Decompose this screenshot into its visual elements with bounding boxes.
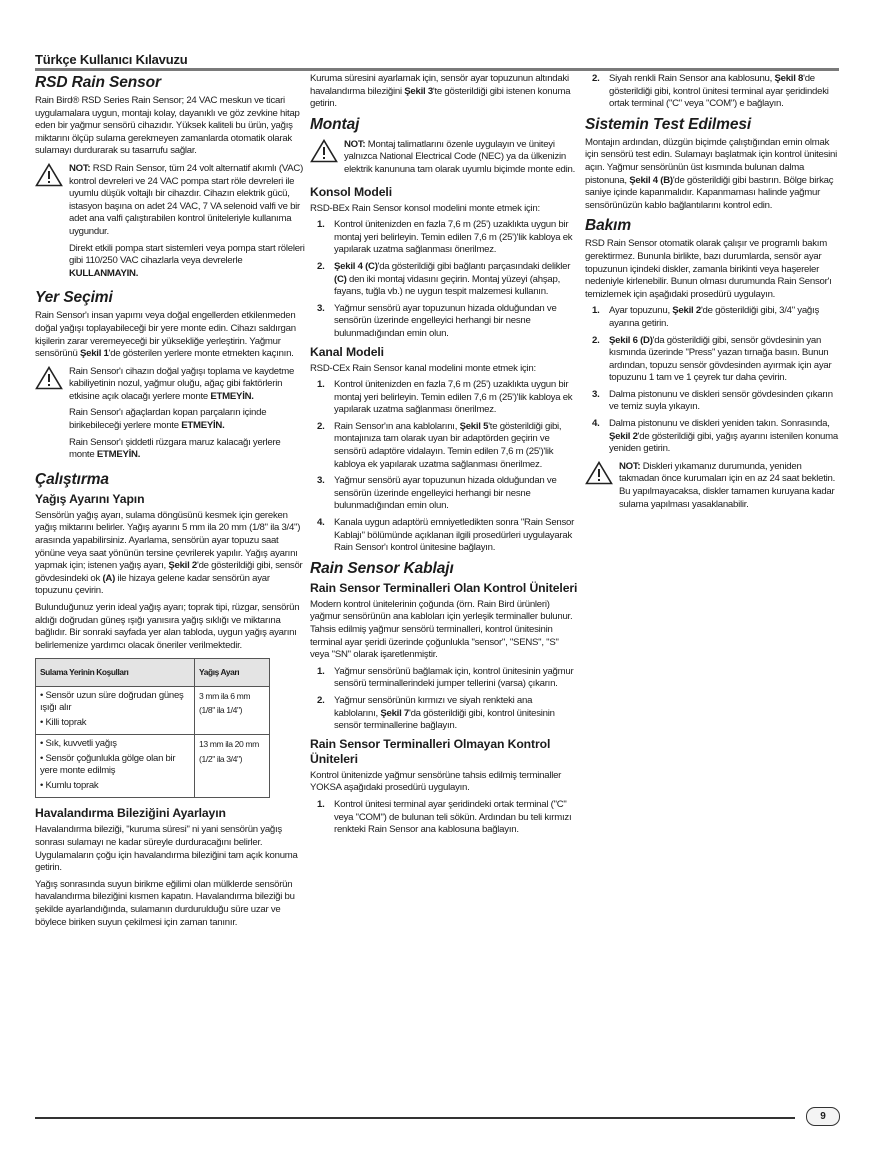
list-item: 2. Rain Sensor'ın ana kablolarını, Şekil 5'te gösterildiği gibi, montajınıza tam olarak uyan bir adaptörden geçirin ve sensörü adaptöre vidalayın. Temin edilen 7,6 m (25')'lik kabloya ek yapılarak uzatma sağlanması önerilmez. — [317, 420, 562, 470]
bakim-paragraph: RSD Rain Sensor otomatik olarak çalışır ve programlı bakım gerektirmez. Bununla birlikte, bazı durumlarda, sensör ayar topuzunun içindeki diskler, zamanla birikinti veya haşereler nedeniyle kirlenebilir. Bunun olması durumunda Rain Sensor'ı temizlemek için aşağıdaki prosedürü uygulayın. — [585, 238, 832, 300]
column-1 — [35, 73, 305, 933]
kablaj-paragraph: Modern kontrol ünitelerinin çoğunda (örn. Rain Bird ürünleri) yağmur sensörünün ana kabloları için yerleşik terminaller bulunur. Tahsis edilmiş yağmur sensörü terminalleri, kontrol ünitesinin terminal ayar şeridi üzerinde çoğunlukla "sensor", "SENS", "S" veya "SN" olarak işaretlenmiştir. — [310, 598, 573, 661]
konsol-steps — [310, 219, 578, 340]
warning-icon — [35, 163, 63, 187]
kablaj-steps-a — [310, 666, 578, 733]
calistirma-paragraph: Sensörün yağış ayarı, sulama döngüsünü kesmek için gereken yağış miktarını belirler. Yağış ayarını 5 mm ila 20 mm (1/8" ila 3/4") arasında yapabilirsiniz. Ayarlama, sensörün ayar topuzu saat yönüne veya saat yönünün tersine çevrilerek yapılır. Yağış ayarını yapmak için; istenen yağış ayarı, Şekil 2'de gösterildiği gibi, sensör gövdesindeki ok (A) ile hizaya gelene kadar sensörün ayar topuzunu çevirin. — [35, 509, 303, 597]
warning-text: Rain Sensor'ı ağaçlardan kopan parçaların içinde birikebileceği yerlere monte ETMEYİN. — [69, 407, 267, 432]
section-title-bakim: Bakım — [585, 217, 632, 235]
subsection-title: Rain Sensor Terminalleri Olan Kontrol Üniteleri — [310, 580, 578, 595]
kablaj-paragraph: Kontrol ünitenizde yağmur sensörüne tahsis edilmiş terminaller YOKSA aşağıdaki prosedürü uygulayın. — [310, 769, 562, 794]
section-title-calistirma: Çalıştırma — [35, 470, 109, 488]
table-header: Sulama Yerinin Koşulları — [36, 659, 195, 687]
table-header-row — [36, 659, 270, 687]
warning-icon — [35, 366, 63, 390]
havalandirma-paragraph: Yağış sonrasında suyun birikme eğilimi olan mülklerde sensörün havalandırma bileziğini kısmen kapatın. Havalandırma bileziği bu şekilde ayarlandığında, sulamanın durdurulduğu süre uzar ve böylece biriken suyun çekilmesi için zaman tanınır. — [35, 878, 295, 928]
list-item: 2. Şekil 4 (C)'da gösterildiği gibi bağlantı parçasındaki delikler (C) den iki montaj vidasını geçirin. Montaj yüzeyi (ahşap, fayans, tuğla vb.) ne uygun tespit malzemesi kullanın. — [317, 260, 571, 298]
running-header: Türkçe Kullanıcı Kılavuzu — [35, 52, 188, 67]
test-paragraph: Montajın ardından, düzgün biçimde çalıştığından emin olmak için sensörü test edin. Sulamayı başlatmak için kontrol ünitesini açın. Yağmur sensörünün üst kısmında bulunan dalma pistonuna, Şekil 4 (B)'de gösterildiği gibi bastırın. Bölge birkaç saniye içinde kapanmalıdır. Kapanmaması halinde yağmur sensörünüzün kablo bağlantılarını kontrol edin. — [585, 136, 837, 211]
note-text: NOT: Montaj talimatlarını özenle uygulayın ve üniteyi yalnızca National Electrical Code (NEC) ya da ülkenizin elektrik kanununa tam olarak uyumlu biçimde monte edin. — [344, 138, 576, 175]
warning-icon — [585, 461, 613, 485]
column-3 — [585, 73, 839, 519]
header-rule — [35, 68, 839, 71]
yer-paragraph: Rain Sensor'ı insan yapımı veya doğal engellerden etkilenmeden doğal yağışı toplayabileceği bir yere monte edin. Cihazı saldırgan kişilerin zarar veremeyeceği bir yüksekliğe yerleştirin. Yağmur sensörünü Şekil 1'de gösterilen yerlere monte etmekten kaçının. — [35, 310, 296, 360]
table-cell: 13 mm ila 20 mm (1/2" ila 3/4") — [195, 735, 270, 798]
rsd-intro: Rain Bird® RSD Series Rain Sensor; 24 VAC meskun ve ticari uygulamalara uygun, montajı kolay, dayanıklı ve göz zevkine hitap eden bir yağmur sensörü cihazıdır. Yüksek kaliteli bu ürün, yağış miktarını ölçüp sulama gerekmeyen zamanlarda otomatik olarak sulamayı durdurarak su tasarrufu sağlar. — [35, 95, 300, 157]
list-item: 2. Siyah renkli Rain Sensor ana kablosunu, Şekil 8'de gösterildiği gibi, kontrol ünitesi terminal ayar şeridindeki ortak terminal ("C" veya "COM") e bağlayın. — [592, 73, 829, 110]
subsection-title: Yağış Ayarını Yapın — [35, 491, 145, 506]
warning-text: Rain Sensor'ı şiddetli rüzgara maruz kalacağı yerlere monte ETMEYİN. — [69, 436, 281, 461]
havalandirma-paragraph: Havalandırma bileziği, "kuruma süresi" ni yani sensörün yağış sonrası sulamayı ne kadar süreyle durduracağını belirler. Uygulamaların çoğu için havalandırma bileziğini tam açık konuma getirin. — [35, 824, 298, 874]
list-item: 2. Şekil 6 (D)'da gösterildiği gibi, sensör gövdesinin yan kısmında üzerinde "Press" yazan tırnağa basın. Bunun ardından, topuzu sensör gövdesinden ayırmak için ayar topuzunu 1 tam ve 1 çeyrek tur daha çevirin. — [592, 334, 832, 384]
list-item: 3. Yağmur sensörü ayar topuzunun hizada olduğundan ve sensörün üzerinde engelleyici herhangi bir nesne bulunmadığından emin olun. — [317, 302, 557, 339]
list-item: 2. Yağmur sensörünün kırmızı ve siyah renkteki ana kablolarını, Şekil 7'da gösterildiği gibi, kontrol ünitesinin sensör terminallerine bağlayın. — [317, 694, 555, 732]
calistirma-paragraph: Bulunduğunuz yerin ideal yağış ayarı; toprak tipi, rüzgar, sensörün aldığı doğrudan güneş ışığı yanısıra yağış sıklığı ve miktarına bağlıdır. Bir sonraki sayfada yer alan tabloda, uygun yağış ayarını belirlemenize yardımcı olacak öneriler verilmektedir. — [35, 602, 300, 651]
note-yer — [35, 366, 305, 466]
table-row — [36, 735, 270, 798]
rainfall-setting-table — [35, 658, 270, 798]
list-item: 4. Dalma pistonunu ve diskleri yeniden takın. Sonrasında, Şekil 2'de gösterildiği gibi, yağış ayarını istenilen konuma yeniden getirin. — [592, 418, 838, 455]
table-cell: • Sensör uzun süre doğrudan güneş ışığı alır • Killi toprak — [36, 686, 195, 735]
list-item: 1. Ayar topuzunu, Şekil 2'de gösterildiği gibi, 3/4" yağış ayarına getirin. — [592, 305, 819, 329]
note-rsd — [35, 163, 305, 284]
kanal-intro: RSD-CEx Rain Sensor kanal modelini monte etmek için: — [310, 362, 536, 374]
list-item: 1. Kontrol ünitesi terminal ayar şeridindeki ortak terminal ("C" veya "COM") de bulunan teli sökün. Ardından bu teli kırmızı renkteki Rain Sensor ana kablosuna bağlayın. — [317, 798, 572, 836]
page-number: 9 — [806, 1107, 840, 1126]
table-header: Yağış Ayarı — [195, 659, 270, 687]
note-text: NOT: Diskleri yıkamanız durumunda, yeniden takmadan önce kurumaları için en az 24 saat bekletin. Bu yapılmayacaksa, diskler tamamen kuruyana kadar sulama yapılması yasaklanabilir. — [619, 460, 836, 510]
footer-rule — [35, 1117, 795, 1119]
subsection-title: Rain Sensor Terminalleri Olmayan Kontrol Üniteleri — [310, 736, 551, 766]
kuruma-paragraph: Kuruma süresini ayarlamak için, sensör ayar topuzunun altındaki havalandırma bileziğini Şekil 3'te gösterildiği gibi istenen konuma getirin. — [310, 73, 571, 110]
bakim-steps — [585, 305, 839, 456]
subsection-title: Kanal Modeli — [310, 344, 384, 359]
table-cell: 3 mm ila 6 mm (1/8" ila 1/4") — [195, 686, 270, 735]
warning-text: Rain Sensor'ı cihazın doğal yağışı toplama ve kaydetme kabiliyetinin nozul, yağmur oluğu, ağaç gibi faktörlerin etkisine açık olacağı yerlere monte ETMEYİN. — [69, 365, 295, 402]
subsection-title: Konsol Modeli — [310, 184, 392, 199]
note-text: NOT: RSD Rain Sensor, tüm 24 volt alternatif akımlı (VAC) kontrol devreleri ve 24 VAC pompa start röle devreleri ile uyumlu düşük voltajlı bir cihazdır. Cihazın elektrik gücü, istasyon başına on adet 24 VAC, 7 VA selenoid valfi ve bir adet ana valfi çalıştırabilen kontrol üniteleriyle kullanıma uygundur. — [69, 162, 304, 237]
section-title-rsd: RSD Rain Sensor — [35, 74, 161, 91]
subsection-title: Havalandırma Bileziğini Ayarlayın — [35, 806, 226, 821]
table-row — [36, 686, 270, 735]
kanal-steps — [310, 379, 578, 555]
list-item: 3. Yağmur sensörü ayar topuzunun hizada olduğundan ve sensörün üzerinde engelleyici herhangi bir nesne bulunmadığından emin olun. — [317, 475, 557, 512]
list-item: 1. Yağmur sensörünü bağlamak için, kontrol ünitesinin yağmur sensörü terminallerindeki jumper tellerini (varsa) çıkarın. — [317, 665, 574, 690]
section-title-yer: Yer Seçimi — [35, 289, 113, 307]
list-item: 1. Kontrol ünitenizden en fazla 7,6 m (25') uzaklıkta uygun bir montaj yeri belirleyin. Temin edilen 7,6 m (25')'lik kabloya ek yapılarak uzatma sağlanması önerilmez. — [317, 219, 573, 256]
kablaj-steps-b — [310, 799, 578, 837]
section-title-test: Sistemin Test Edilmesi — [585, 115, 752, 133]
list-item: 4. Kanala uygun adaptörü emniyetledikten sonra "Rain Sensor Kablajı" bölümünde açıklanan ilgili prosedürleri uygulayarak Rain Sensor'ı kontrol ünitesine bağlayın. — [317, 517, 575, 554]
table-cell: • Sık, kuvvetli yağış • Sensör çoğunlukla gölge olan bir yere monte edilmiş • Kumlu toprak — [36, 735, 195, 798]
section-title-kablaj: Rain Sensor Kablajı — [310, 559, 454, 577]
konsol-intro: RSD-BEx Rain Sensor konsol modelini monte etmek için: — [310, 202, 540, 214]
warning-icon — [310, 139, 338, 163]
list-item: 3. Dalma pistonunu ve diskleri sensör gövdesinden çıkarın ve temiz suyla yıkayın. — [592, 388, 833, 413]
column-2 — [310, 73, 578, 841]
kablaj-steps-b-cont — [585, 73, 839, 111]
note-bakim — [585, 461, 839, 515]
note-montaj — [310, 139, 578, 181]
list-item: 1. Kontrol ünitenizden en fazla 7,6 m (25') uzaklıkta uygun bir montaj yeri belirleyin. Temin edilen 7,6 m (25')'lik kabloya ek yapılarak uzatma sağlanması önerilmez. — [317, 379, 573, 416]
section-title-montaj: Montaj — [310, 115, 360, 133]
note-text: Direkt etkili pompa start sistemleri veya pompa start röleleri gibi 110/250 VAC cihazlarla veya devrelerle KULLANMAYIN. — [69, 242, 305, 279]
